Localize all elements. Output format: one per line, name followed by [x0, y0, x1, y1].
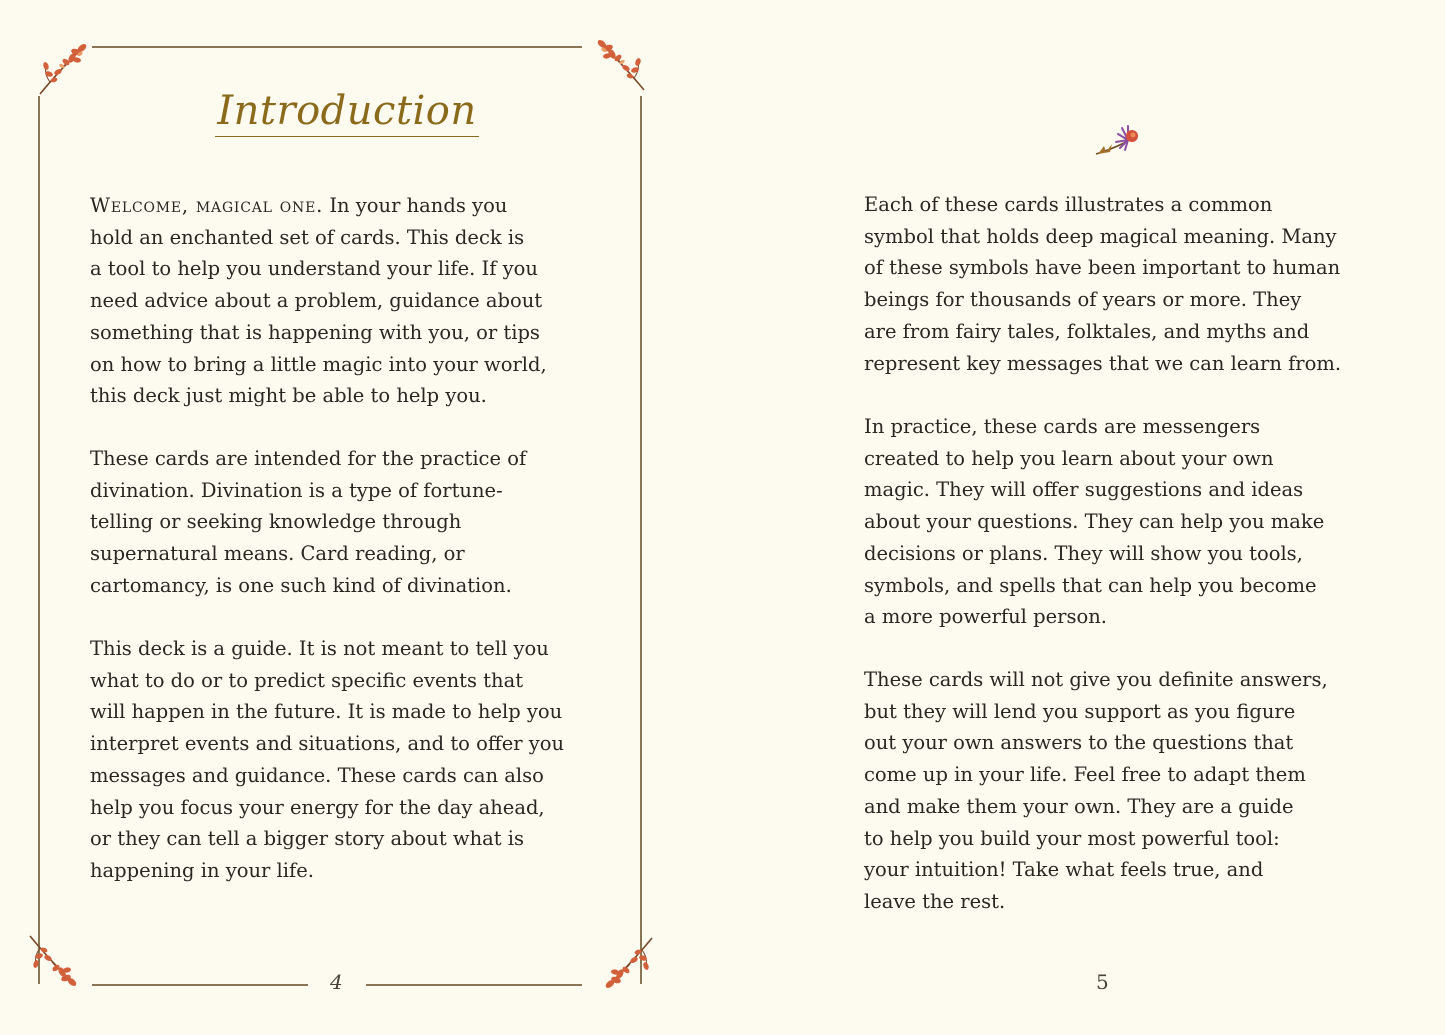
paragraph-1-text: In your hands you hold an enchanted set of cards. This deck is a tool to help you understand your life. If you need advice about a problem, guidance about something that is happening with you, or tips on how to bring a little magic into your world, this deck just might be able to help you.	[90, 194, 547, 408]
left-page	[0, 0, 722, 1035]
autumn-sprig-icon	[594, 932, 656, 994]
right-paragraph-3: These cards will not give you definite answers, but they will lend you support as you figure out your own answers to the questions that come up in your life. Feel free to adapt them and make them your own. They are a guide to help you build your most powerful tool: your intuition! Take what feels true, and leave the rest.	[864, 668, 1328, 913]
page-number-right: 5	[1096, 970, 1109, 994]
intro-paragraph-1	[90, 190, 630, 412]
frame-bottom-rule-right	[366, 984, 582, 986]
frame-bottom-rule-left	[92, 984, 308, 986]
intro-paragraph-2: These cards are intended for the practice of divination. Divination is a type of fortune- telling or seeking knowledge through supernatural means. Card reading, or cartomancy, is one such kind of divination.	[90, 447, 527, 597]
page-number-left: 4	[330, 970, 343, 994]
frame-top-rule	[92, 46, 582, 48]
title-text: Introduction	[215, 88, 478, 137]
intro-paragraph-3: This deck is a guide. It is not meant to tell you what to do or to predict specific events that will happen in the future. It is made to help you interpret events and situations, and to offer you messages and guidance. These cards can also help you focus your energy for the day ahead, or they can tell a bigger story about what is happening in your life.	[90, 637, 565, 882]
autumn-sprig-icon	[586, 34, 648, 96]
autumn-sprig-icon	[26, 930, 88, 992]
frame-right-rule	[640, 96, 642, 984]
frame-left-rule	[38, 96, 40, 984]
right-paragraph-1: Each of these cards illustrates a common symbol that holds deep magical meaning. Many of these symbols have been important to human beings for thousands of years or more. They are from fairy tales, folktales, and myths and represent key messages that we can learn from.	[864, 193, 1342, 375]
right-page	[722, 0, 1445, 1035]
page-title	[0, 88, 694, 137]
right-paragraph-2: In practice, these cards are messengers created to help you learn about your own magic. They will offer suggestions and ideas about your questions. They can help you make decisions or plans. They will show you tools, symbols, and spells that can help you become a more powerful person.	[864, 415, 1325, 629]
flower-icon	[1092, 120, 1154, 160]
opening-smallcaps: Welcome, magical one.	[90, 194, 324, 217]
